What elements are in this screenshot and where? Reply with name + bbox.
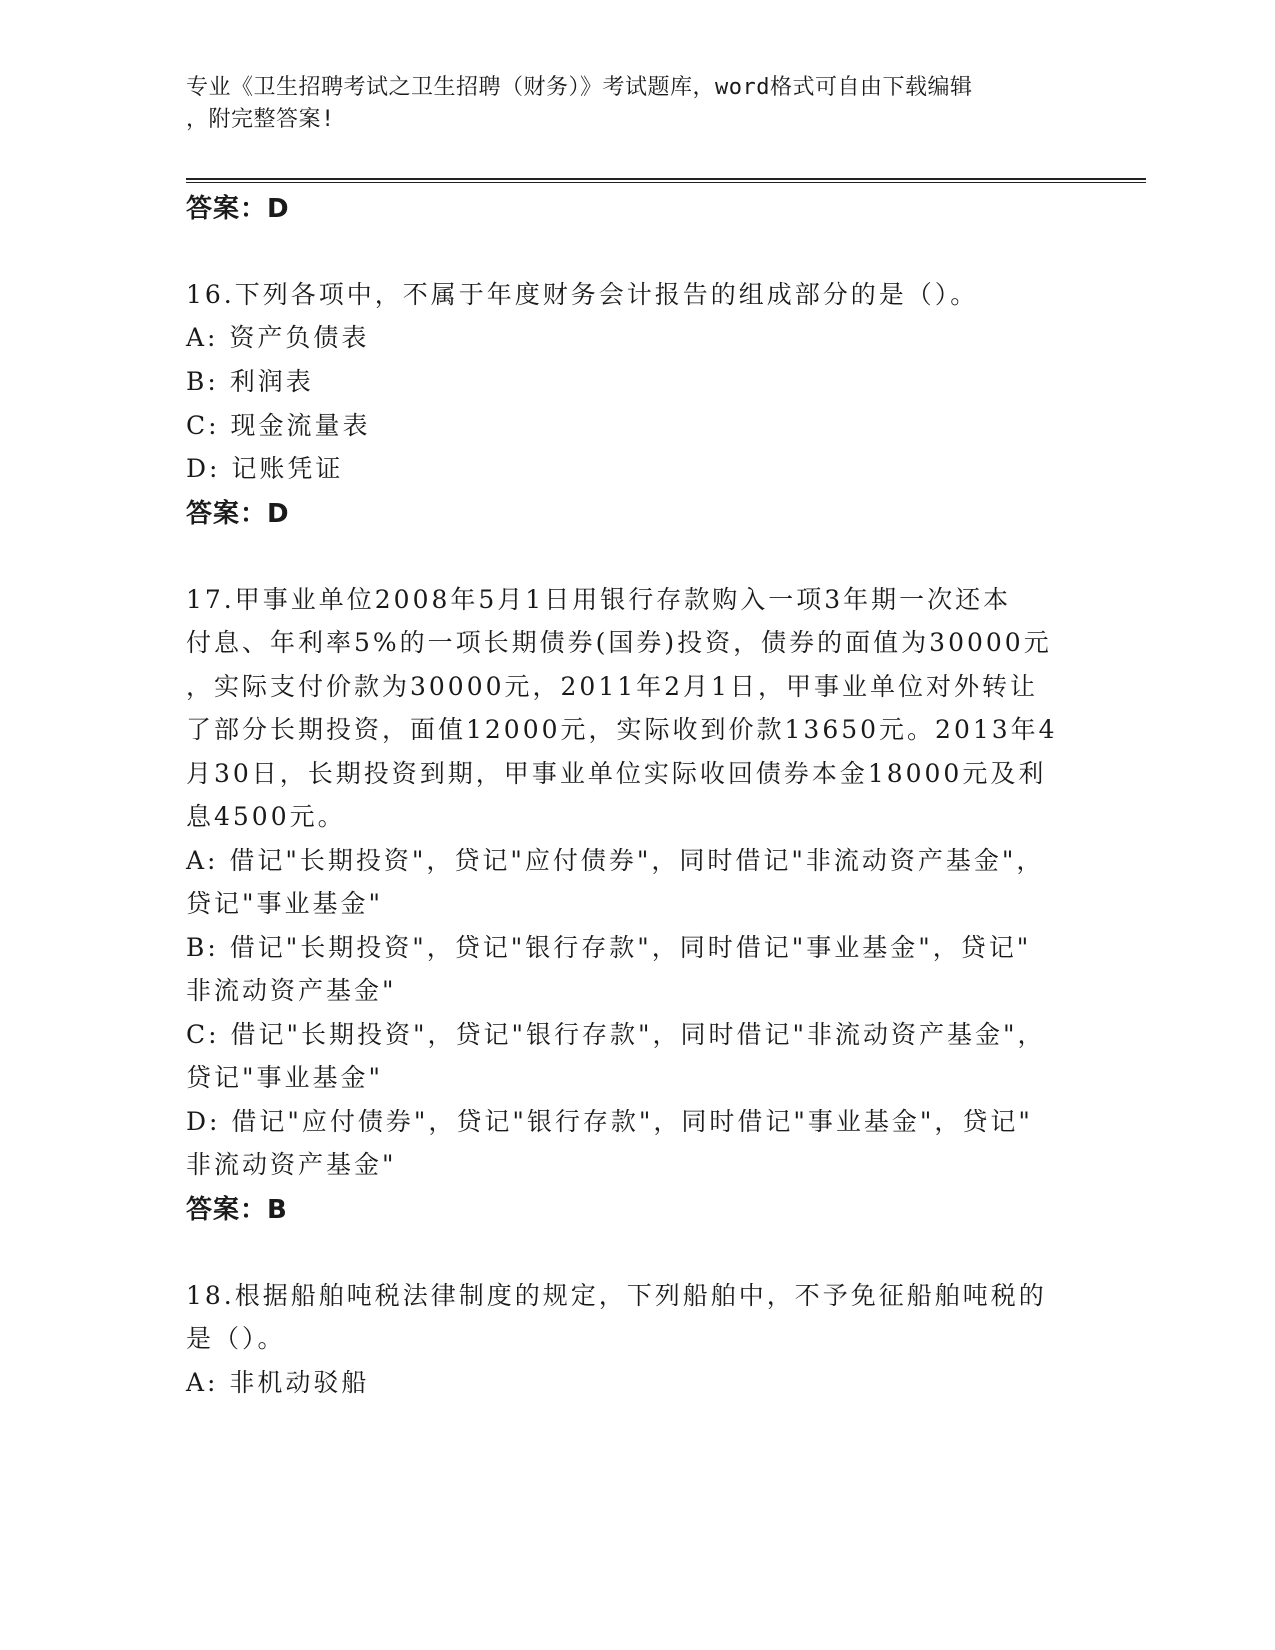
q18-stem-line-1: 18.根据船舶吨税法律制度的规定，下列船舶中，不予免征船舶吨税的 — [186, 1281, 1047, 1310]
q17-option-c-line-1: C: 借记"长期投资"，贷记"银行存款"，同时借记"非流动资产基金"， — [186, 1020, 1046, 1049]
q16-option-d: D: 记账凭证 — [186, 454, 344, 483]
header-line-2: ，附完整答案! — [186, 107, 335, 132]
header-divider-thick — [186, 178, 1146, 180]
q17-stem-line-4: 了部分长期投资，面值12000元，实际收到价款13650元。2013年4 — [186, 715, 1058, 744]
q17-stem-line-6: 息4500元。 — [186, 802, 346, 831]
q16-option-b: B: 利润表 — [186, 367, 314, 396]
q17-option-a-line-1: A: 借记"长期投资"，贷记"应付债券"，同时借记"非流动资产基金"， — [186, 846, 1045, 875]
q17-answer: 答案：B — [186, 1195, 288, 1225]
header-divider-thin — [186, 182, 1146, 183]
q17-stem-line-1: 17.甲事业单位2008年5月1日用银行存款购入一项3年期一次还本 — [186, 585, 1012, 614]
q17-option-d-line-2: 非流动资产基金" — [186, 1150, 397, 1179]
q16-option-c: C: 现金流量表 — [186, 411, 371, 440]
q17-stem-line-2: 付息、年利率5%的一项长期债券(国券)投资，债券的面值为30000元 — [186, 628, 1052, 657]
header-line-1: 专业《卫生招聘考试之卫生招聘（财务）》考试题库，word格式可自由下载编辑 — [186, 75, 973, 100]
q17-option-c-line-2: 贷记"事业基金" — [186, 1063, 383, 1092]
q17-stem-line-5: 月30日，长期投资到期，甲事业单位实际收回债券本金18000元及利 — [186, 759, 1047, 788]
q17-option-b-line-1: B: 借记"长期投资"，贷记"银行存款"，同时借记"事业基金"，贷记" — [186, 933, 1032, 962]
q17-option-a-line-2: 贷记"事业基金" — [186, 889, 383, 918]
q17-option-b-line-2: 非流动资产基金" — [186, 976, 397, 1005]
q16-stem: 16.下列各项中，不属于年度财务会计报告的组成部分的是（）。 — [186, 280, 979, 309]
q16-option-a: A: 资产负债表 — [186, 323, 370, 352]
q17-stem-line-3: ，实际支付价款为30000元，2011年2月1日，甲事业单位对外转让 — [186, 672, 1038, 701]
q16-answer: 答案：D — [186, 499, 290, 529]
q18-option-a: A: 非机动驳船 — [186, 1368, 370, 1397]
page-header — [186, 72, 1066, 136]
q17-option-d-line-1: D: 借记"应付债券"，贷记"银行存款"，同时借记"事业基金"，贷记" — [186, 1107, 1033, 1136]
q18-stem-line-2: 是（）。 — [186, 1324, 286, 1353]
answer-previous: 答案：D — [186, 194, 290, 224]
